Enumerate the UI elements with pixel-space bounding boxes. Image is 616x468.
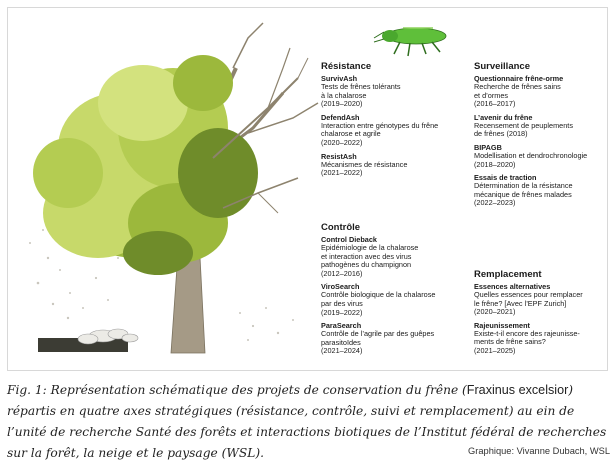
project-item bbox=[474, 113, 606, 139]
project-name: ViroSearch bbox=[321, 282, 360, 292]
section-title: Remplacement bbox=[474, 269, 542, 280]
section-surveillance bbox=[474, 61, 606, 212]
project-description: Contrôle de l’agrile par des guêpes parasitoïdes bbox=[321, 329, 435, 347]
project-description: Recensement de peuplements de frênes (2018) bbox=[474, 120, 573, 139]
project-name: Questionnaire frêne-orme bbox=[474, 74, 564, 83]
project-item bbox=[321, 321, 486, 356]
project-years: (2019–2020) bbox=[321, 99, 363, 109]
project-name: Rajeunissement bbox=[474, 320, 530, 330]
project-item bbox=[474, 173, 606, 208]
project-description: Epidémiologie de la chalarose et interaction avec des virus pathogènes du champignon bbox=[321, 243, 419, 270]
project-description: Mécanismes de résistance bbox=[321, 159, 408, 169]
project-years: (2016–2017) bbox=[474, 99, 516, 109]
project-description: Existe-t-il encore des rajeunisse- ments de frêne sains? bbox=[474, 328, 580, 347]
project-description: Modellisation et dendrochronologie bbox=[474, 150, 588, 160]
log-pile bbox=[38, 329, 138, 352]
section-resistance bbox=[321, 61, 486, 182]
project-description: Interaction entre génotypes du frêne chalarose et agrile bbox=[321, 120, 439, 139]
project-item bbox=[321, 152, 486, 178]
project-name: ParaSearch bbox=[321, 321, 362, 331]
project-item bbox=[474, 143, 606, 169]
project-name: Essences alternatives bbox=[474, 282, 551, 291]
project-item bbox=[321, 113, 486, 148]
project-years: (2012–2016) bbox=[321, 268, 363, 278]
project-item bbox=[321, 282, 486, 317]
project-description: Tests de frênes tolérants à la chalarose bbox=[321, 82, 401, 100]
project-item bbox=[474, 321, 606, 356]
section-controle bbox=[321, 222, 486, 360]
project-description: Quelles essences pour remplacer le frêne? [Avec l’EPF Zurich] bbox=[474, 290, 583, 308]
tree-foliage bbox=[33, 55, 258, 275]
project-name: Control Dieback bbox=[321, 235, 377, 244]
project-years: (2020–2021) bbox=[474, 307, 516, 317]
project-years: (2019–2022) bbox=[321, 307, 363, 317]
project-item bbox=[474, 282, 606, 317]
project-name: DefendAsh bbox=[321, 112, 360, 122]
project-name: Essais de traction bbox=[474, 173, 537, 183]
project-name: L’avenir du frêne bbox=[474, 112, 533, 122]
project-description: Détermination de la résistance mécanique de frênes malades bbox=[474, 181, 573, 199]
project-description: Recherche de frênes sains et d’ormes bbox=[474, 82, 561, 100]
project-years: (2021–2024) bbox=[321, 346, 363, 356]
project-years: (2021–2022) bbox=[321, 168, 363, 178]
caption-text-start: Fig. 1: Représentation schématique des projets de conservation du frêne ( bbox=[7, 383, 467, 397]
project-name: ResistAsh bbox=[321, 151, 357, 161]
project-years: (2018–2020) bbox=[474, 159, 516, 169]
project-years: (2022–2023) bbox=[474, 198, 516, 208]
project-name: SurvivAsh bbox=[321, 74, 358, 83]
project-item bbox=[321, 74, 486, 109]
project-item bbox=[474, 74, 606, 109]
caption-species-name: Fraxinus excelsior bbox=[466, 383, 569, 397]
section-remplacement bbox=[474, 269, 606, 360]
section-title: Résistance bbox=[321, 61, 372, 72]
ash-borer-beetle-icon bbox=[374, 28, 446, 56]
project-description: Contrôle biologique de la chalarose par des virus bbox=[321, 290, 436, 308]
section-title: Surveillance bbox=[474, 61, 530, 72]
project-years: (2020–2022) bbox=[321, 137, 363, 147]
graphic-credit: Graphique: Vivanne Dubach, WSL bbox=[468, 446, 610, 456]
figure-panel bbox=[7, 7, 608, 371]
project-years: (2021–2025) bbox=[474, 345, 516, 355]
caption-text-end: ) répartis en quatre axes stratégiques (résistance, contrôle, suivi et remplacement) au ein de l’unité de recherche Santé des forêts et interactions biotiques de l’Institut fédéral de recherches sur la forêt, la neige et le paysage (WSL). bbox=[7, 383, 607, 460]
project-name: BIPAGB bbox=[474, 142, 502, 152]
section-title: Contrôle bbox=[321, 222, 361, 233]
project-item bbox=[321, 235, 486, 278]
